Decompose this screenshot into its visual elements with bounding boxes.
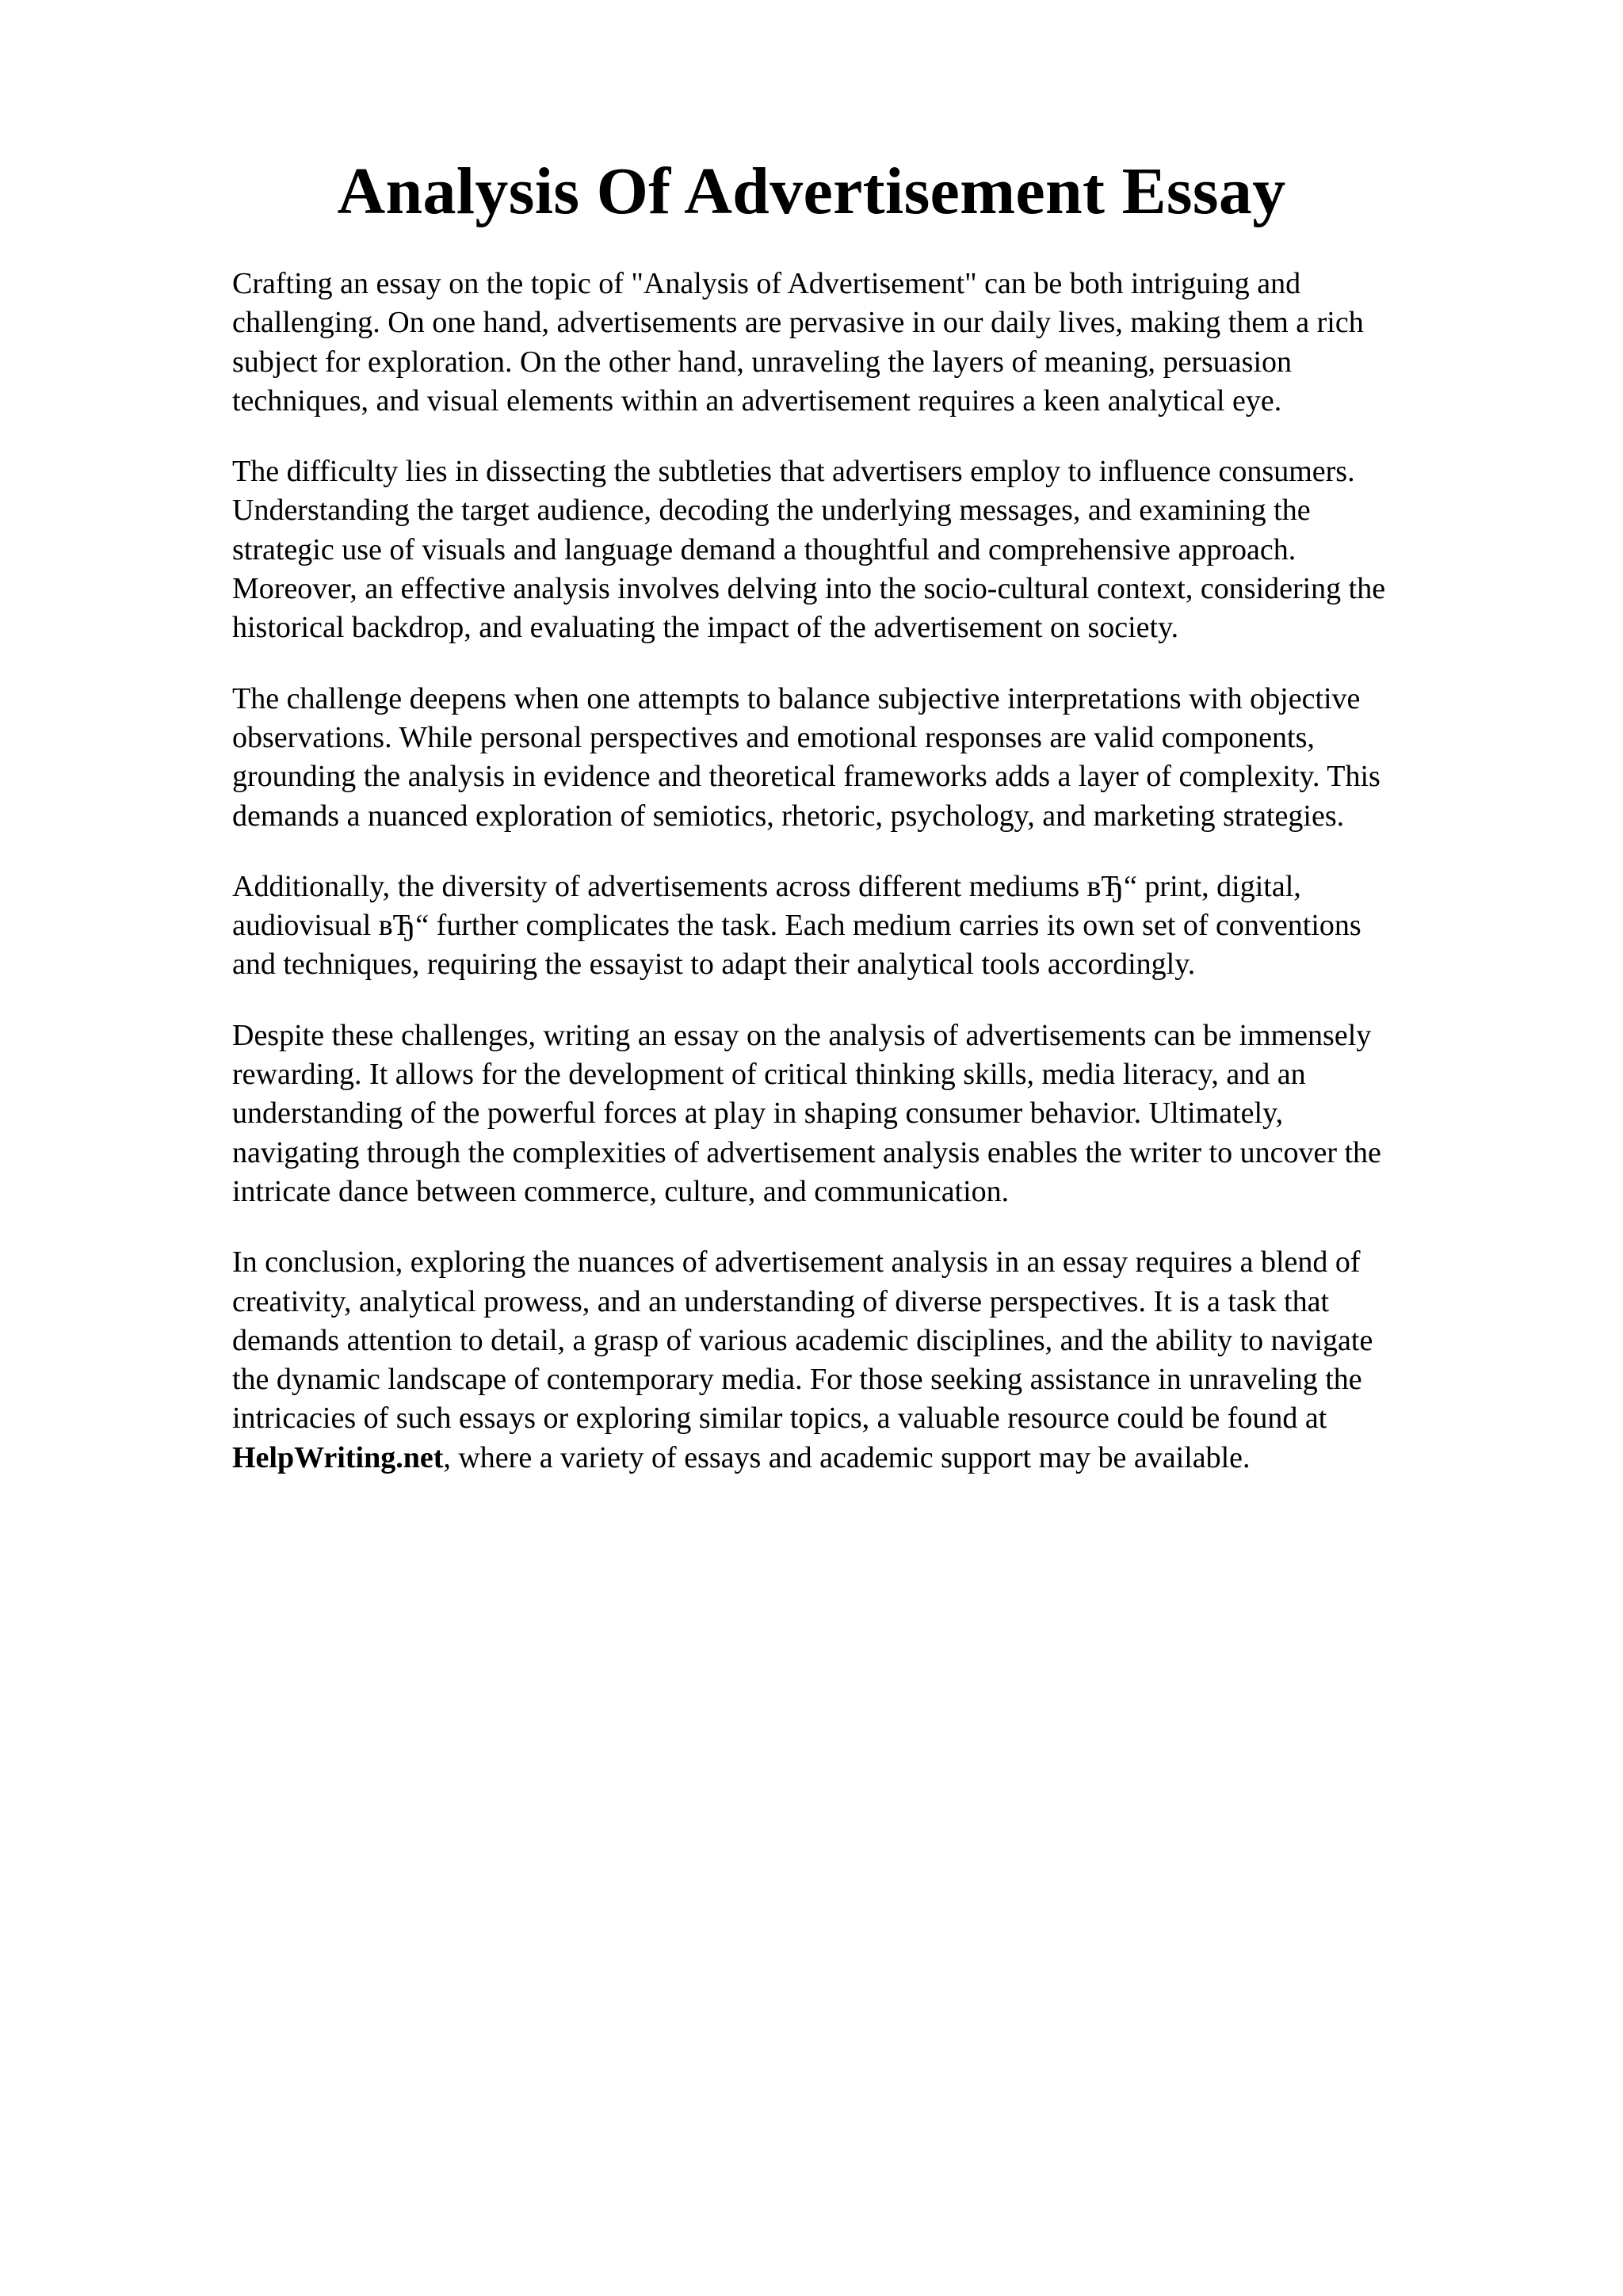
paragraph-line: Understanding the target audience, decoding the underlying messages, and examining the [232, 494, 1311, 528]
paragraph-line: historical backdrop, and evaluating the impact of the advertisement on society. [232, 611, 1179, 645]
paragraph-conclusion [232, 1243, 1500, 1478]
paragraph-line: Crafting an essay on the topic of "Analysis of Advertisement" can be both intriguing and [232, 267, 1301, 300]
paragraph-line: subject for exploration. On the other hand, unraveling the layers of meaning, persuasion [232, 345, 1292, 379]
paragraph-line: Additionally, the diversity of advertisements across different mediums вЂ“ print, digital, [232, 869, 1301, 903]
paragraph-5 [232, 1016, 1500, 1211]
paragraph-line: audiovisual вЂ“ further complicates the task. Each medium carries its own set of conventions [232, 909, 1361, 943]
paragraph-line: intricate dance between commerce, culture, and communication. [232, 1174, 1010, 1208]
paragraph-line: and techniques, requiring the essayist to adapt their analytical tools accordingly. [232, 948, 1196, 982]
paragraph-line: Moreover, an effective analysis involves delving into the socio-cultural context, considering the [232, 572, 1386, 606]
paragraph-line-final [232, 1439, 1500, 1478]
paragraph-line: In conclusion, exploring the nuances of advertisement analysis in an essay requires a blend of [232, 1245, 1361, 1280]
paragraph-line: techniques, and visual elements within an advertisement requires a keen analytical eye. [232, 383, 1282, 418]
paragraph-line: demands attention to detail, a grasp of various academic disciplines, and the ability to navigate [232, 1323, 1373, 1357]
document-title: Analysis Of Advertisement Essay [337, 154, 1286, 228]
paragraph-1 [232, 265, 1500, 421]
paragraph-2 [232, 452, 1500, 647]
paragraph-3 [232, 680, 1500, 836]
paragraph-line: navigating through the complexities of advertisement analysis enables the writer to uncover the [232, 1135, 1381, 1169]
paragraph-line: The challenge deepens when one attempts to balance subjective interpretations with objective [232, 681, 1361, 715]
final-line-text: , where a variety of essays and academic support may be available. [443, 1440, 1251, 1474]
document-body [232, 265, 1500, 1509]
helpwriting-link[interactable]: HelpWriting.net [232, 1440, 444, 1474]
paragraph-line: grounding the analysis in evidence and theoretical frameworks adds a layer of complexity. This [232, 760, 1381, 794]
paragraph-line: intricacies of such essays or exploring similar topics, a valuable resource could be found at [232, 1402, 1327, 1436]
paragraph-4 [232, 868, 1500, 985]
paragraph-line: The difficulty lies in dissecting the subtleties that advertisers employ to influence consumers. [232, 455, 1355, 489]
paragraph-line: rewarding. It allows for the development of critical thinking skills, media literacy, and an [232, 1058, 1306, 1092]
paragraph-line: demands a nuanced exploration of semiotics, rhetoric, psychology, and marketing strategies. [232, 799, 1345, 833]
paragraph-line: Despite these challenges, writing an essay on the analysis of advertisements can be immensely [232, 1018, 1372, 1052]
paragraph-line: challenging. On one hand, advertisements are pervasive in our daily lives, making them a rich [232, 306, 1364, 340]
paragraph-line: understanding of the powerful forces at play in shaping consumer behavior. Ultimately, [232, 1097, 1284, 1131]
paragraph-line: the dynamic landscape of contemporary media. For those seeking assistance in unraveling the [232, 1363, 1362, 1397]
paragraph-line: strategic use of visuals and language demand a thoughtful and comprehensive approach. [232, 532, 1296, 566]
paragraph-line: creativity, analytical prowess, and an understanding of diverse perspectives. It is a task that [232, 1284, 1330, 1318]
paragraph-line: observations. While personal perspectives and emotional responses are valid components, [232, 720, 1315, 754]
